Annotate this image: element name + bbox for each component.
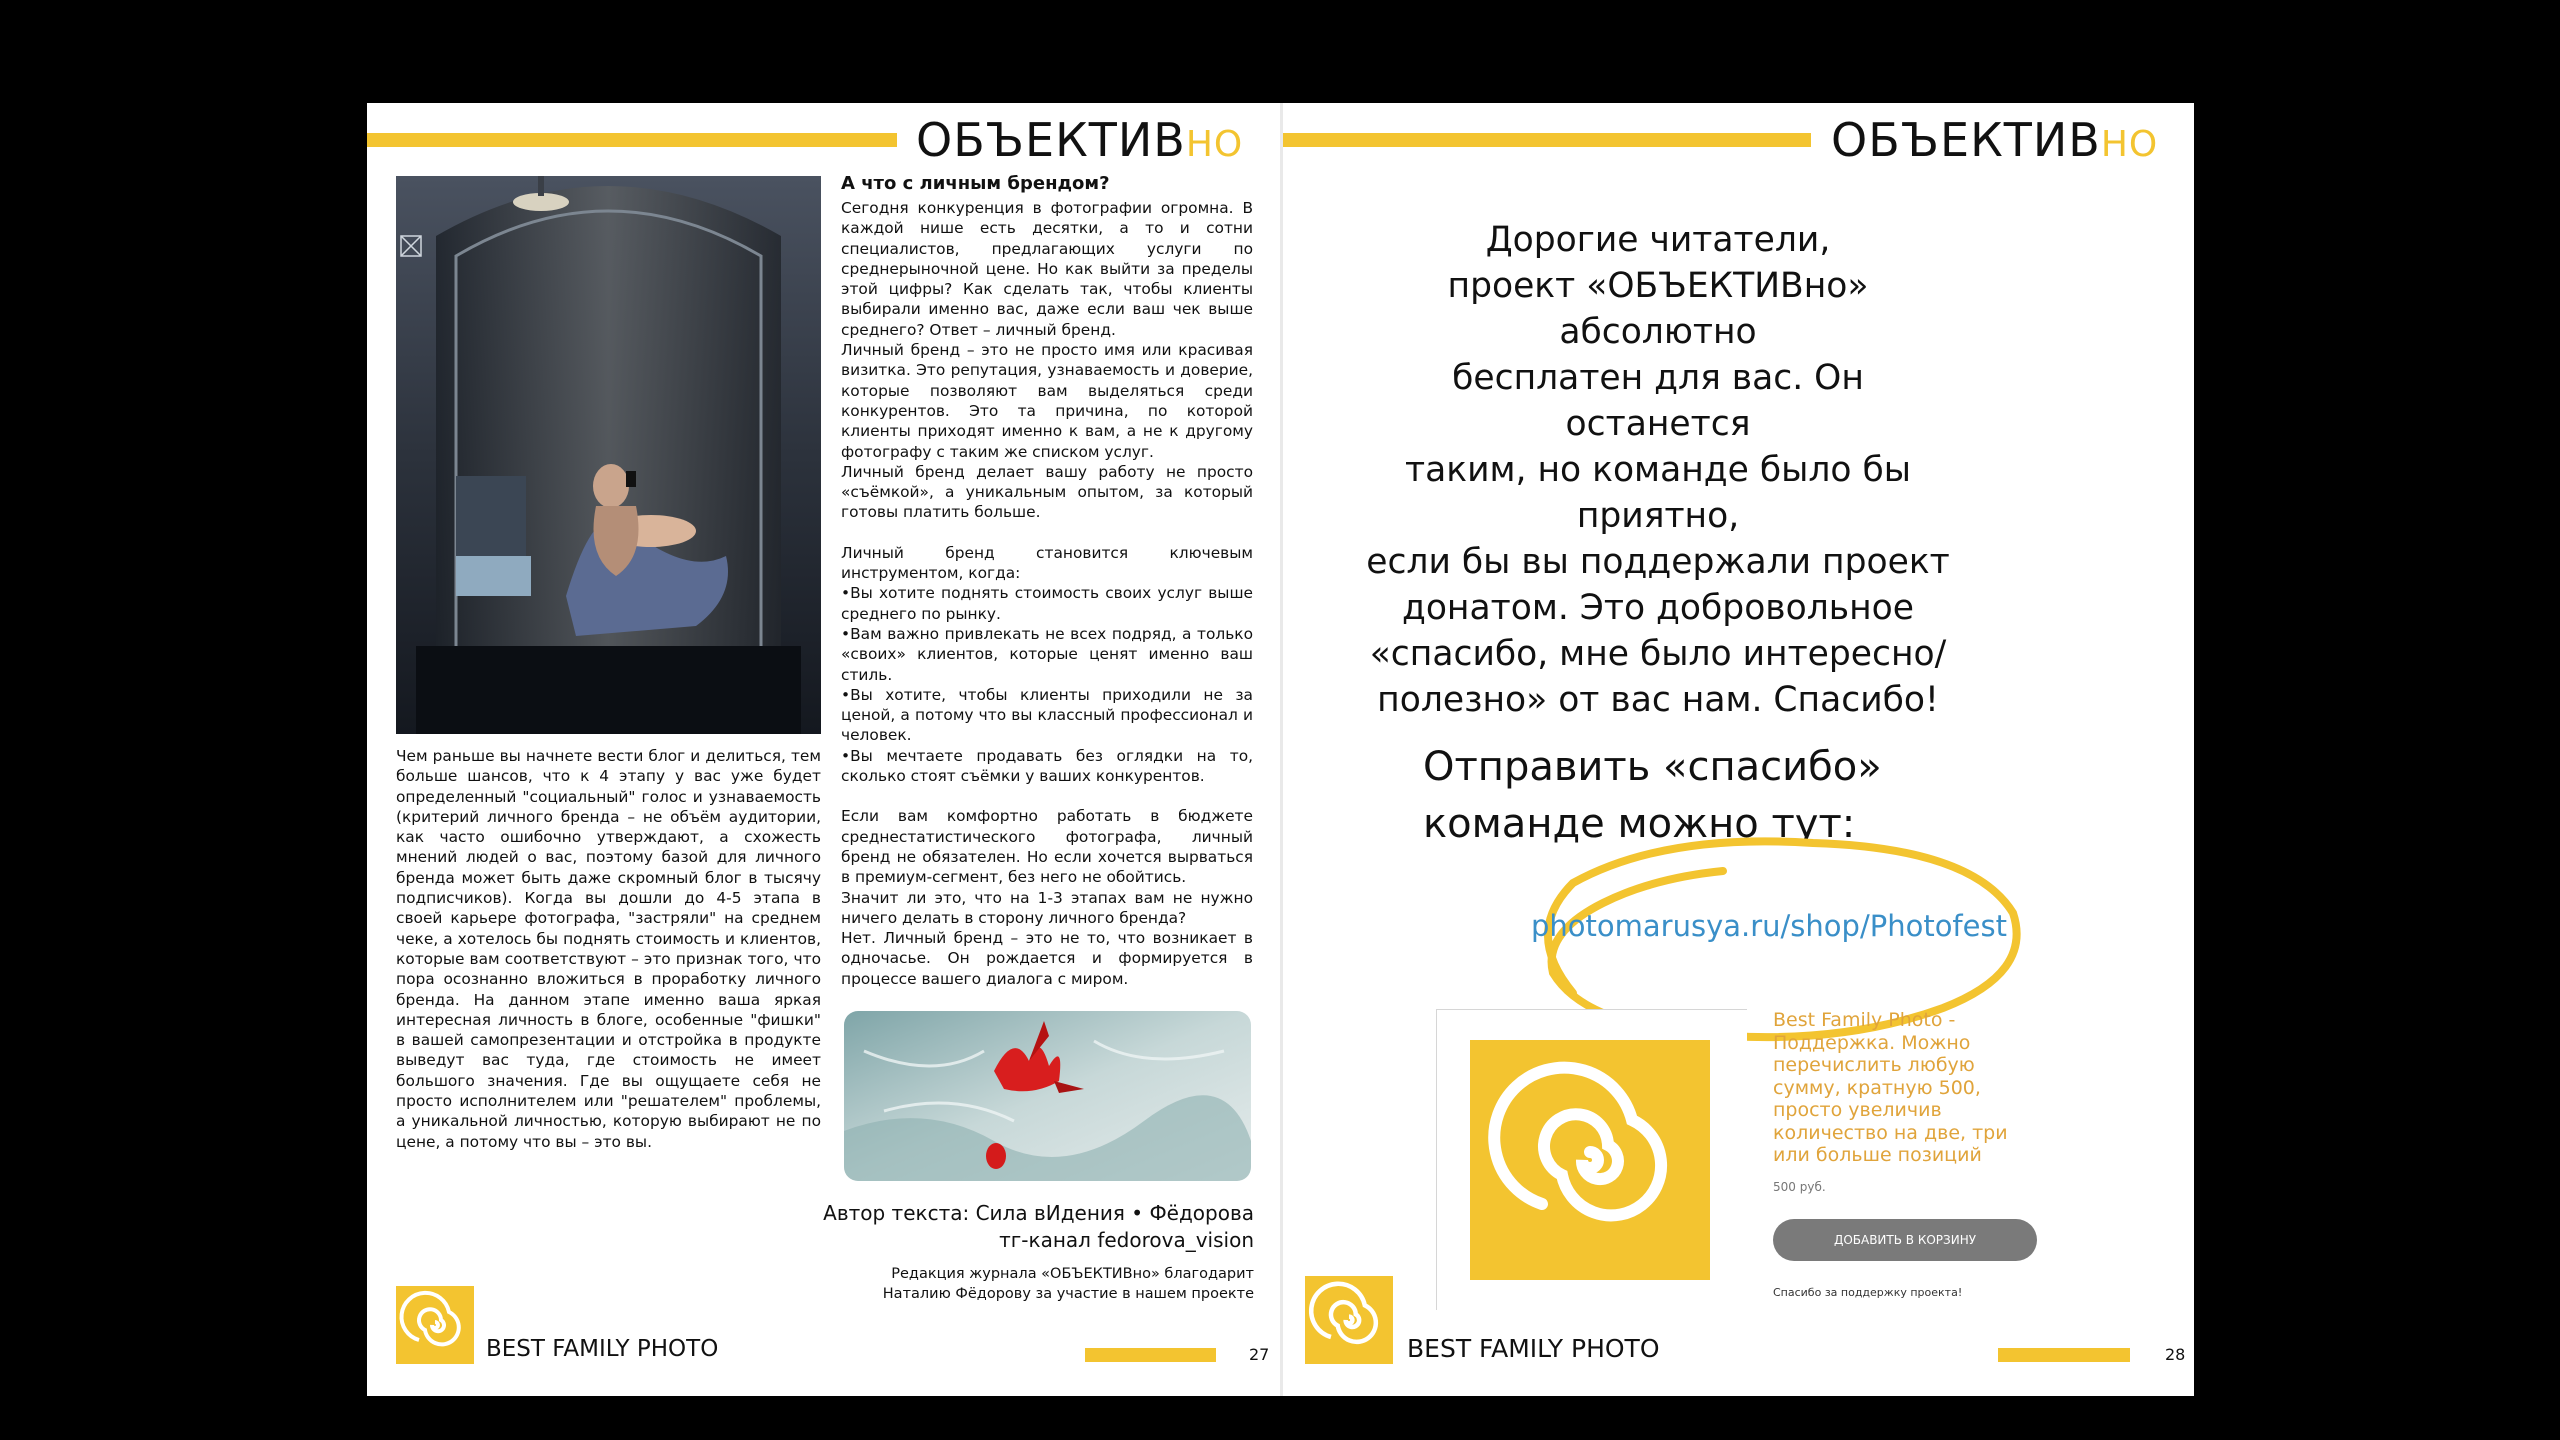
right-page (1283, 103, 2194, 1396)
product-image[interactable] (1436, 1009, 1747, 1310)
footer-bar (1085, 1348, 1216, 1362)
shop-card (1436, 905, 2008, 1315)
paragraph-answer: Нет. Личный бренд – это не то, что возникает в одночасье. Он рождается и формируется в процессе вашего диалога с миром. (841, 929, 1253, 988)
bullet-item: •Вы мечтаете продавать без оглядки на то, сколько стоят съёмки у ваших конкурентов. (841, 746, 1253, 786)
send-line: Отправить «спасибо» (1423, 744, 1882, 790)
paragraph-budget: Если вам комфортно работать в бюджете среднестатистического фотографа, личный бренд не обязателен. Но если хочется вырваться в премиум-сегмент, без него не обойтись. (841, 807, 1253, 887)
letter-line: донатом. Это добровольное (1401, 588, 1915, 628)
footer-bar (1998, 1348, 2130, 1362)
paragraph-question: Значит ли это, что на 1-3 этапах вам не нужно ничего делать в сторону личного бренда? (841, 888, 1253, 927)
bullet-item: •Вам важно привлекать не всех подряд, а только «своих» клиентов, которые ценят именно ваш стиль. (841, 624, 1253, 684)
article-column-left: Чем раньше вы начнете вести блог и делиться, тем больше шансов, что к 4 этапу у вас уже будет определенный "социальный" голос и узнаваемость (критерий личного бренда – не объём аудитории, как часто ошибочно утверждают, а схожесть мнений людей о вас, поэтому базой для личного бренда может быть даже скромный блог в тысячу подписчиков). Когда вы дошли до 4-5 этапа в своей карьере фотографа, "застряли" на среднем чеке, а хотелось бы поднять стоимость и клиентов, которые вам соответствуют – это признак того, что пора осознанно вложиться в проработку личного бренда. На данном этапе именно ваша яркая интересная личность в блоге, особенные "фишки" в вашей самопрезентации и отстройка в продукте выведут вас туда, где стоимость не имеет большого значения. Где вы ощущаете себя не просто исполнителем или "решателем" проблемы, а уникальной личностью, которую выбирают не по цене, а потому что вы – это вы. (396, 747, 821, 1151)
send-line: команде можно тут: (1423, 801, 1856, 847)
product-title[interactable]: Best Family Photo - Поддержка. Можно перечислить любую сумму, кратную 500, просто увеличив количество на две, три или больше позиций (1773, 1009, 2008, 1166)
donation-letter (1358, 217, 1958, 723)
bullet-item: •Вы хотите, чтобы клиенты приходили не за ценой, а потому что вы классный профессионал и человек. (841, 685, 1253, 745)
left-page (367, 103, 1280, 1396)
footer-brand: BEST FAMILY PHOTO (1407, 1334, 1660, 1363)
magazine-title (916, 113, 1244, 167)
author-name: Автор текста: Сила вИдения • Фёдорова (823, 1201, 1254, 1225)
header-bar (1283, 133, 1811, 147)
footer-brand: BEST FAMILY PHOTO (486, 1336, 719, 1362)
letter-line: бесплатен для вас. Он останется (1452, 358, 1864, 444)
paragraph-intro: Сегодня конкуренция в фотографии огромна. В каждой нише есть десятки, а то и сотни специалистов, предлагающих услуги по среднерыночной цене. Но как выйти за пределы этой цифры? Как сделать так, чтобы клиенты выбирали именно вас, даже если ваш чек выше среднего? Ответ – личный бренд. (841, 199, 1253, 339)
letter-line: таким, но команде было бы приятно, (1405, 450, 1911, 536)
thanks-line: Наталию Фёдорову за участие в нашем проекте (882, 1286, 1254, 1302)
product-note: Спасибо за поддержку проекта! (1773, 1286, 1963, 1299)
article-photo (396, 176, 821, 734)
magazine-title-main: ОБЪЕКТИВ (1831, 113, 2101, 167)
magazine-title-suffix: НО (2100, 124, 2159, 165)
article-heading: А что с личным брендом? (841, 173, 1110, 194)
page-number: 27 (1249, 1345, 1270, 1364)
add-to-cart-button[interactable]: ДОБАВИТЬ В КОРЗИНУ (1773, 1219, 2037, 1261)
author-credit (823, 1200, 1254, 1254)
magazine-title (1831, 113, 2159, 167)
product-price: 500 руб. (1773, 1180, 1826, 1194)
letter-line: проект «ОБЪЕКТИВно» абсолютно (1447, 266, 1869, 352)
author-channel: тг-канал fedorova_vision (999, 1228, 1254, 1252)
thanks-line: Редакция журнала «ОБЪЕКТИВно» благодарит (891, 1266, 1254, 1282)
article-column-right (841, 198, 1253, 989)
magazine-title-main: ОБЪЕКТИВ (916, 113, 1186, 167)
letter-line: «спасибо, мне было интересно/ (1369, 634, 1947, 674)
spiral-logo-icon (1305, 1276, 1393, 1364)
letter-line: полезно» от вас нам. Спасибо! (1377, 680, 1939, 720)
bullet-item: •Вы хотите поднять стоимость своих услуг выше среднего по рынку. (841, 584, 1253, 623)
spiral-logo-icon (396, 1286, 474, 1364)
magazine-title-suffix: НО (1185, 124, 1244, 165)
page-number: 28 (2165, 1345, 2186, 1364)
shop-link[interactable]: photomarusya.ru/shop/Photofest (1531, 909, 2007, 943)
article-photo-red-flower (844, 1011, 1251, 1181)
paragraph-when: Личный бренд становится ключевым инструментом, когда: (841, 543, 1253, 583)
header-bar (367, 133, 897, 147)
letter-line: если бы вы поддержали проект (1366, 542, 1950, 582)
paragraph-value: Личный бренд делает вашу работу не просто «съёмкой», а уникальным опытом, за который готовы платить больше. (841, 462, 1253, 522)
paragraph-definition: Личный бренд – это не просто имя или красивая визитка. Это репутация, узнаваемость и доверие, которые позволяют вам выделяться среди конкурентов. Это та причина, по которой клиенты приходят именно к вам, а не к другому фотографу с таким же списком услуг. (841, 341, 1253, 461)
editorial-thanks (883, 1264, 1254, 1304)
letter-line: Дорогие читатели, (1485, 220, 1831, 260)
